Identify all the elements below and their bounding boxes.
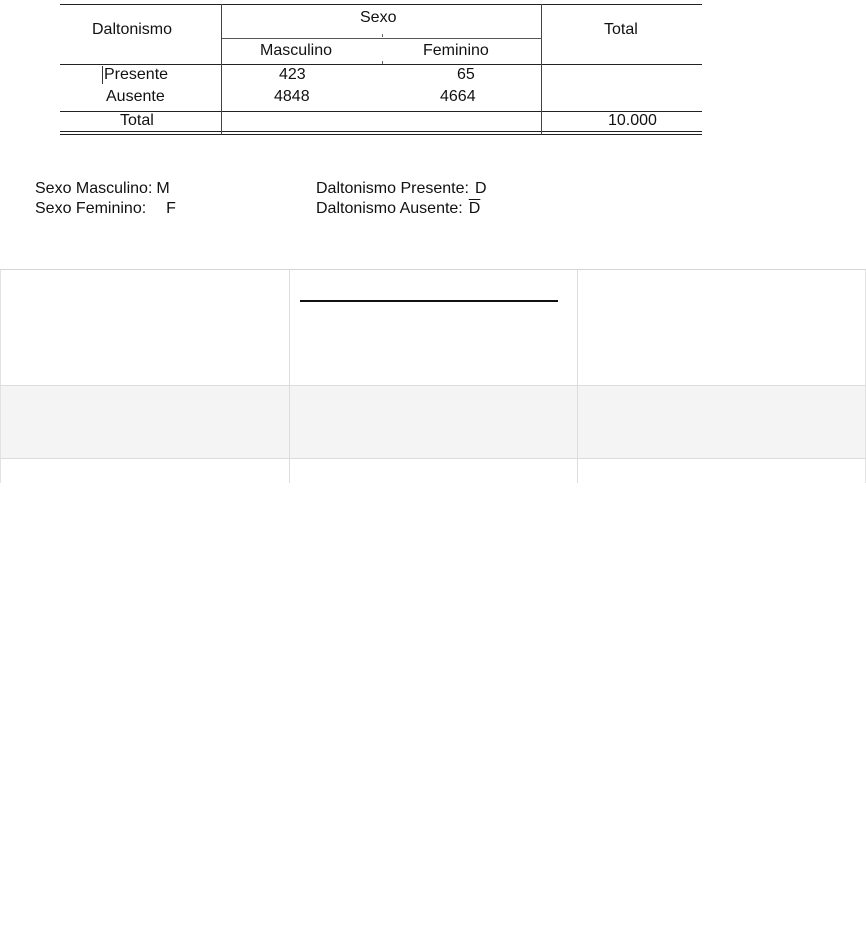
- contingency-table: [60, 4, 702, 136]
- table-total-rule: [60, 111, 702, 112]
- cell-presente-masculino: 423: [279, 66, 306, 83]
- grid-cell[interactable]: [289, 459, 577, 483]
- text-cursor: [102, 66, 103, 84]
- header-total: Total: [604, 21, 638, 38]
- header-sexo: Sexo: [360, 9, 397, 26]
- row-label-total: Total: [120, 112, 154, 129]
- legend-masculino: [35, 179, 170, 199]
- legend-presente-label: Daltonismo Presente:: [316, 180, 469, 197]
- legend-ausente: [316, 199, 480, 219]
- header-daltonismo: Daltonismo: [92, 21, 173, 38]
- legend-ausente-symbol: $\overline{D}$: [468, 200, 481, 217]
- cell-ausente-feminino: 4664: [440, 88, 476, 105]
- legend-presente-symbol: D: [474, 180, 487, 197]
- legend-feminino: [35, 199, 176, 219]
- sexo-mid-tick-lower: [382, 61, 383, 64]
- grid-row: [0, 458, 866, 483]
- row-label-ausente: Ausente: [106, 88, 165, 105]
- grid-cell[interactable]: [0, 386, 289, 458]
- grid-cell[interactable]: [0, 459, 289, 483]
- grid-cell[interactable]: [0, 270, 289, 385]
- legend-masculino-label: Sexo Masculino:: [35, 180, 153, 197]
- grid-cell[interactable]: [289, 270, 577, 385]
- cell-ausente-masculino: 4848: [274, 88, 310, 105]
- table-bottom-rule-2: [60, 134, 702, 135]
- grid-row: [0, 385, 866, 458]
- row-label-presente: Presente: [104, 66, 169, 83]
- subheader-feminino: Feminino: [423, 42, 489, 59]
- table-header-rule: [60, 64, 702, 65]
- legend-feminino-symbol: F: [166, 200, 176, 217]
- grid-row: [0, 270, 866, 385]
- table-vrule-right: [541, 4, 542, 135]
- sexo-mid-tick: [382, 34, 383, 37]
- sexo-subheader-rule: [222, 38, 542, 39]
- table-top-rule: [60, 4, 702, 5]
- subheader-masculino: Masculino: [260, 42, 333, 59]
- fraction-bar: [300, 300, 558, 302]
- grid-cell[interactable]: [289, 386, 577, 458]
- grid-cell[interactable]: [577, 459, 866, 483]
- grid-cell[interactable]: [577, 270, 866, 385]
- legend-ausente-label: Daltonismo Ausente:: [316, 200, 463, 217]
- cell-presente-feminino: 65: [457, 66, 475, 83]
- table-bottom-rule-1: [60, 131, 702, 132]
- answer-grid: [0, 269, 866, 483]
- cell-grand-total: 10.000: [608, 112, 657, 129]
- table-vrule-left: [221, 4, 222, 135]
- legend-masculino-symbol: M: [156, 180, 170, 197]
- legend-feminino-label: Sexo Feminino:: [35, 200, 147, 217]
- legend-presente: [316, 179, 487, 199]
- grid-cell[interactable]: [577, 386, 866, 458]
